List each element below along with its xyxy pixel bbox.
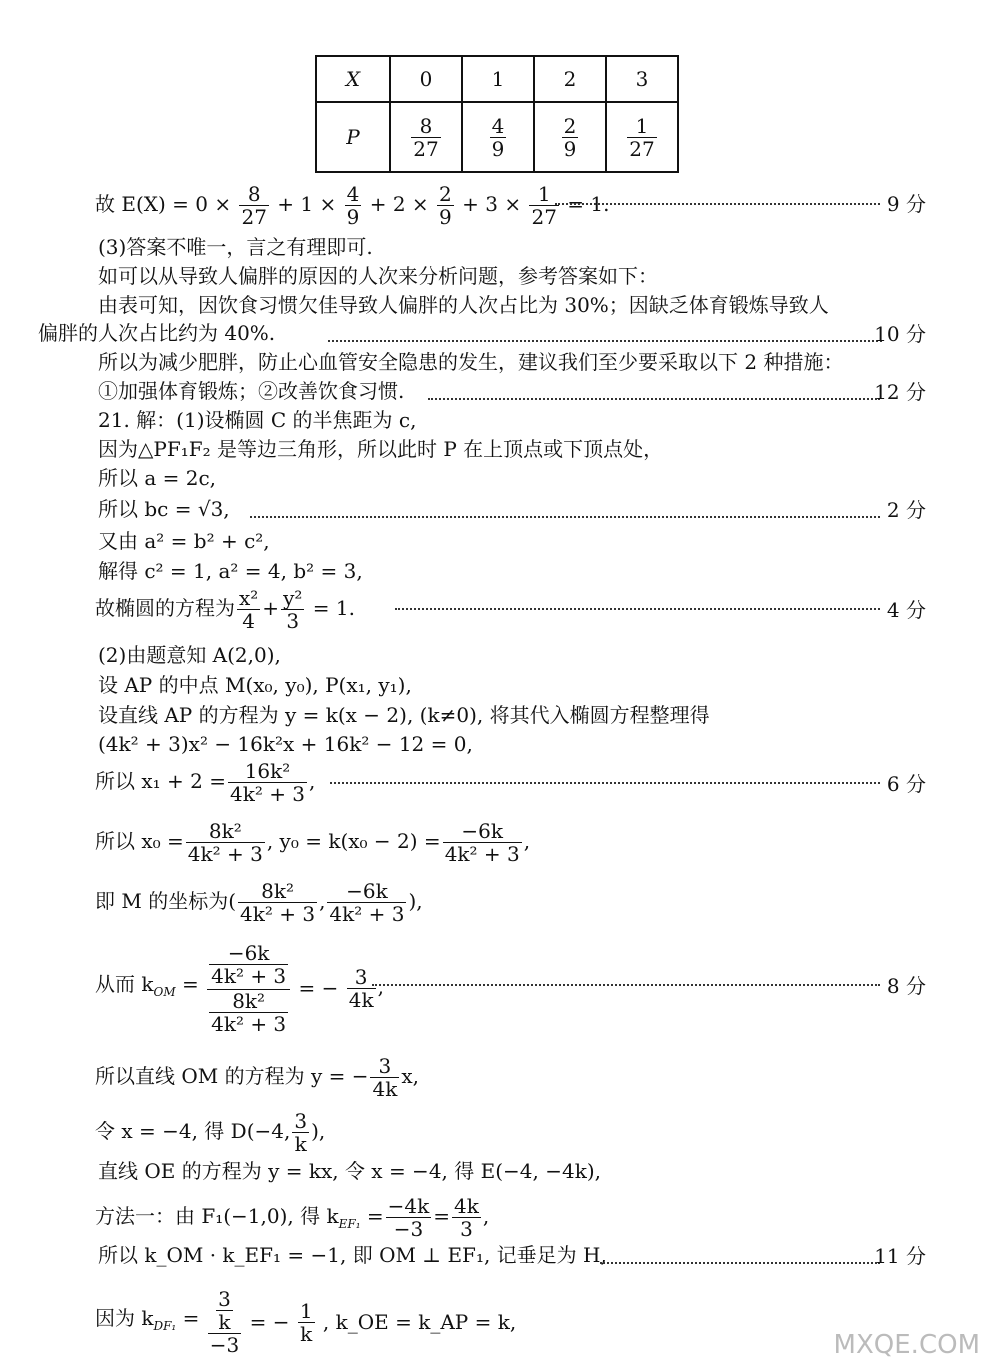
formula-line: 所以 x₀ = $\frac{\text{8k²}}{\text{4k² + 3}}$ , y₀ = k(x₀ − 2) = $\frac{-6k}{\text{4k² + 3}}$ , [95,819,531,866]
score-label: 9 分 [886,192,926,216]
table-cell: $\frac{1}{27}$ [606,102,678,172]
text-line: 所以 k_OM · k_EF₁ = −1, 即 OM ⊥ EF₁, 记垂足为 H, [98,1243,607,1267]
table-cell: 0 [390,56,462,102]
text-line: 设 AP 的中点 M(x₀, y₀), P(x₁, y₁), [98,673,412,697]
text-line: 解得 c² = 1, a² = 4, b² = 3, [98,559,363,583]
ellipse-equation: 故椭圆的方程为 $\frac{\text{x²}}{4}$ + $\frac{\text{y²}}{3}$ = 1. [95,586,355,633]
score-label: 6 分 [886,772,926,796]
score-label: 4 分 [886,598,926,622]
score-label: 8 分 [886,974,926,998]
table-cell: $\frac{8}{27}$ [390,102,462,172]
text-line: 直线 OE 的方程为 y = kx, 令 x = −4, 得 E(−4, −4k), [98,1159,601,1183]
formula-line: 所以直线 OM 的方程为 y = − $\frac{3}{4k}$ x, [95,1054,419,1101]
text-line: (4k² + 3)x² − 16k²x + 16k² − 12 = 0, [98,732,473,756]
score-label: 11 分 [874,1244,926,1268]
text-line: 所以 a = 2c, [98,466,217,490]
table-cell: 2 [534,56,606,102]
text-line: 设直线 AP 的方程为 y = k(x − 2), (k≠0), 将其代入椭圆方程整理得 [98,703,710,727]
distribution-table [315,55,679,173]
score-label: 12 分 [874,380,926,404]
text-line: 所以为减少肥胖，防止心血管安全隐患的发生，建议我们至少要采取以下 2 种措施： [98,350,844,374]
formula-line: 所以 x₁ + 2 = $\frac{\text{16k²}}{\text{4k² + 3}}$ , [95,759,316,806]
table-cell: 3 [606,56,678,102]
formula-kom: 从而 $k_{OM}$ = $\frac{\frac{-6k}{\text{4k² + 3}}}{\frac{\text{8k²}}{\text{4k² + 3}}}$ = − $\frac{3}{4k}$ , [95,940,384,1036]
text-line: (3)答案不唯一，言之有理即可. [98,235,373,259]
text-line: 偏胖的人次占比约为 40%. [38,321,276,345]
text-line: 因为△PF₁F₂ 是等边三角形，所以此时 P 在上顶点或下顶点处， [98,437,664,461]
table-header-p: P [316,102,390,172]
formula-kdf: 因为 $k_{DF_1}$ = $\frac{\frac{3}{k}}{-3}$ = − $\frac{1}{k}$ , k_OE = k_AP = k, [95,1287,517,1357]
formula-line: 方法一：由 F₁(−1,0), 得 $k_{EF_1}$ = $\frac{-4k}{-3}$ = $\frac{4k}{3}$ , [95,1194,490,1241]
text-line: 由表可知，因饮食习惯欠佳导致人偏胖的人次占比为 30%；因缺乏体育锻炼导致人 [98,293,829,317]
text-line: (2)由题意知 A(2,0), [98,643,281,667]
text-line: 21. 解：(1)设椭圆 C 的半焦距为 c, [98,408,417,432]
text-line: 又由 a² = b² + c², [98,529,270,553]
table-cell: $\frac{4}{9}$ [462,102,534,172]
table-cell: $\frac{2}{9}$ [534,102,606,172]
text-line: ①加强体育锻炼；②改善饮食习惯. [98,379,405,403]
table-header-x: X [316,56,390,102]
text-line: 如可以从导致人偏胖的原因的人次来分析问题，参考答案如下： [98,264,658,288]
score-label: 10 分 [874,322,926,346]
score-label: 2 分 [886,498,926,522]
table-cell: 1 [462,56,534,102]
formula-line: 令 x = −4, 得 D(−4, $\frac{3}{k}$ ), [95,1109,326,1156]
watermark: MXQE.COM [833,1330,980,1360]
formula-line: 即 M 的坐标为( $\frac{\text{8k²}}{\text{4k² + 3}}$ , $\frac{-6k}{\text{4k² + 3}}$ ), [95,879,423,926]
expectation-line: 故 E(X) = 0 × $\frac{8}{27}$ + 1 × $\frac{4}{9}$ + 2 × $\frac{2}{9}$ + 3 × $\frac{1}{27}$ = 1. [95,182,610,229]
text-line: 所以 bc = √3, [98,497,230,521]
